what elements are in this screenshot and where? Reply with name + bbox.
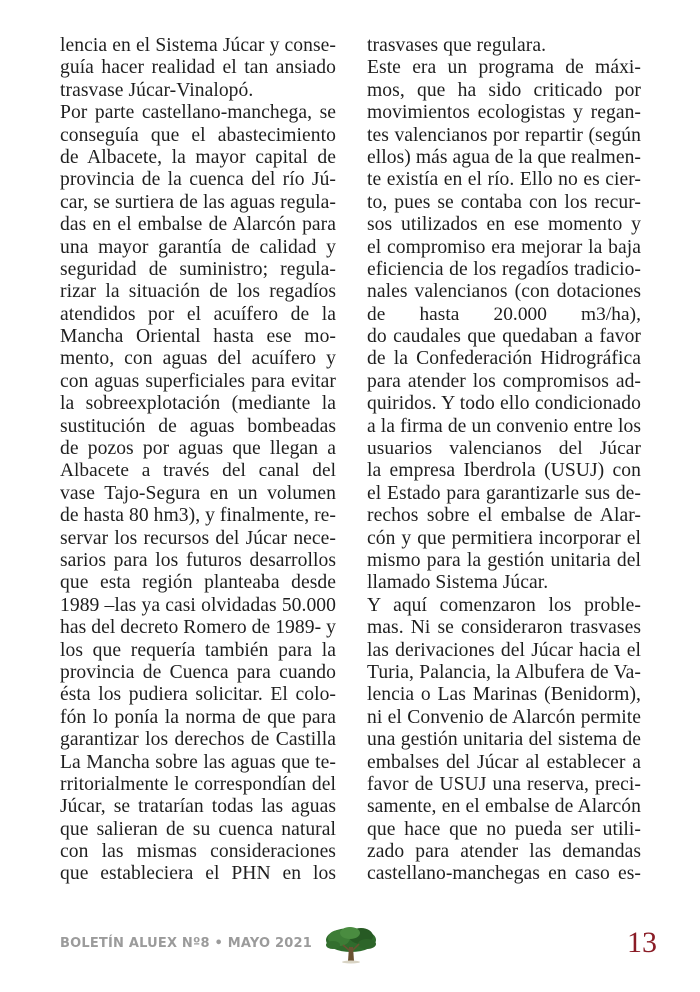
text-line: rechos sobre el embalse de Alar- (367, 505, 641, 527)
text-line: de la Confederación Hidrográfica (367, 348, 641, 370)
text-line: una gestión unitaria del sistema de (367, 729, 641, 751)
text-line: las derivaciones del Júcar hacia el (367, 639, 641, 661)
text-line: fón lo ponía la norma de que para (60, 706, 336, 728)
text-line: el Estado para garantizarle sus de- (367, 482, 641, 504)
text-line: llamado Sistema Júcar. (367, 572, 549, 594)
text-line: atendidos por el acuífero de la (60, 303, 336, 325)
text-line: servar los recursos del Júcar nece- (60, 527, 336, 549)
text-line: 1989 –las ya casi olvidadas 50.000 (60, 594, 336, 616)
text-line: ésta los pudiera solicitar. El colo- (60, 684, 336, 706)
text-line: de pozos por aguas que llegan a (60, 438, 336, 460)
text-line: que salieran de su cuenca natural (60, 818, 336, 840)
text-line: de hasta 80 hm3), y finalmente, re- (60, 505, 336, 527)
text-line: el compromiso era mejorar la baja (367, 236, 641, 258)
text-line: tes valencianos por repartir (según (367, 124, 641, 146)
text-line: do caudales que quedaban a favor (367, 326, 641, 348)
text-line: trasvases que regulara. (367, 35, 547, 56)
text-line: de hasta 20.000 m3/ha), (367, 303, 641, 325)
text-line: sos utilizados en ese momento y (367, 214, 641, 236)
text-line: ni el Convenio de Alarcón permite (367, 706, 641, 728)
text-line: mos, que ha sido criticado por (367, 79, 641, 101)
text-line: que hace que no pueda ser utili- (367, 818, 641, 840)
text-line: Por parte castellano-manchega, se (60, 102, 336, 124)
text-line: que esta región planteaba desde (60, 572, 336, 594)
text-line: que estableciera el PHN en los (60, 863, 336, 885)
text-line: to, pues se contaba con los recur- (367, 191, 641, 213)
text-line: castellano-manchegas en caso es- (367, 863, 641, 885)
text-line: rizar la situación de los regadíos (60, 281, 336, 303)
text-line: das en el embalse de Alarcón para (60, 214, 336, 236)
text-line: Mancha Oriental hasta ese mo- (60, 326, 336, 348)
text-line: para atender los compromisos ad- (367, 370, 641, 392)
text-line: una mayor garantía de calidad y (60, 236, 336, 258)
text-line: provincia de Cuenca para cuando (60, 661, 336, 683)
text-line: lencia o Las Marinas (Benidorm), (367, 684, 641, 706)
left-column (60, 35, 336, 886)
text-line: Júcar, se tratarían todas las aguas (60, 796, 336, 818)
text-line: mas. Ni se consideraron trasvases (367, 617, 641, 639)
text-line: movimientos ecologistas y regan- (367, 102, 641, 124)
text-line: con las mismas consideraciones (60, 841, 336, 863)
text-line: car, se surtiera de las aguas regula- (60, 191, 336, 213)
text-line: cón y que permitiera incorporar el (367, 527, 641, 549)
text-line: mismo para la gestión unitaria del (367, 549, 641, 571)
text-line: te existía en el río. Ello no es cier- (367, 169, 641, 191)
text-line: favor de USUJ una reserva, preci- (367, 773, 641, 795)
text-line: sustitución de aguas bombeadas (60, 415, 336, 437)
text-line: garantizar los derechos de Castilla (60, 729, 336, 751)
text-line: rritorialmente le correspondían del (60, 773, 336, 795)
text-line: Y aquí comenzaron los proble- (367, 594, 641, 616)
text-line: la sobreexplotación (mediante la (60, 393, 336, 415)
text-line: a la firma de un convenio entre los (367, 415, 641, 437)
text-line: usuarios valencianos del Júcar (367, 438, 641, 460)
publication-footer: BOLETÍN ALUEX Nº8 • MAYO 2021 (60, 936, 312, 951)
text-line: embalses del Júcar al establecer a (367, 751, 641, 773)
page-number: 13 (627, 926, 657, 959)
right-column (367, 35, 641, 886)
text-line: vase Tajo-Segura en un volumen (60, 482, 336, 504)
text-line: la empresa Iberdrola (USUJ) con (367, 460, 641, 482)
text-line: lencia en el Sistema Júcar y conse- (60, 35, 336, 56)
text-line: Este era un programa de máxi- (367, 57, 641, 79)
text-line: seguridad de suministro; regula- (60, 258, 336, 280)
text-line: eficiencia de los regadíos tradicio- (367, 258, 641, 280)
text-line: has del decreto Romero de 1989- y (60, 617, 336, 639)
text-line: quiridos. Y todo ello condicionado (367, 393, 641, 415)
text-line: ellos) más agua de la que realmen- (367, 146, 641, 168)
text-line: guía hacer realidad el tan ansiado (60, 57, 336, 79)
text-line: conseguía que el abastecimiento (60, 124, 336, 146)
text-line: samente, en el embalse de Alarcón (367, 796, 641, 818)
text-line: de Albacete, la mayor capital de (60, 146, 336, 168)
text-line: mento, con aguas del acuífero y (60, 348, 336, 370)
text-line: sarios para los futuros desarrollos (60, 549, 336, 571)
text-line: con aguas superficiales para evitar (60, 370, 336, 392)
text-line: provincia de la cuenca del río Jú- (60, 169, 336, 191)
text-line: La Mancha sobre las aguas que te- (60, 751, 336, 773)
text-line: Albacete a través del canal del (60, 460, 336, 482)
tree-icon (323, 923, 379, 967)
text-line: Turia, Palancia, la Albufera de Va- (367, 661, 641, 683)
text-line: los que requería también para la (60, 639, 336, 661)
text-line: nales valencianos (con dotaciones (367, 281, 641, 303)
text-line: zado para atender las demandas (367, 841, 641, 863)
text-line: trasvase Júcar-Vinalopó. (60, 79, 254, 101)
